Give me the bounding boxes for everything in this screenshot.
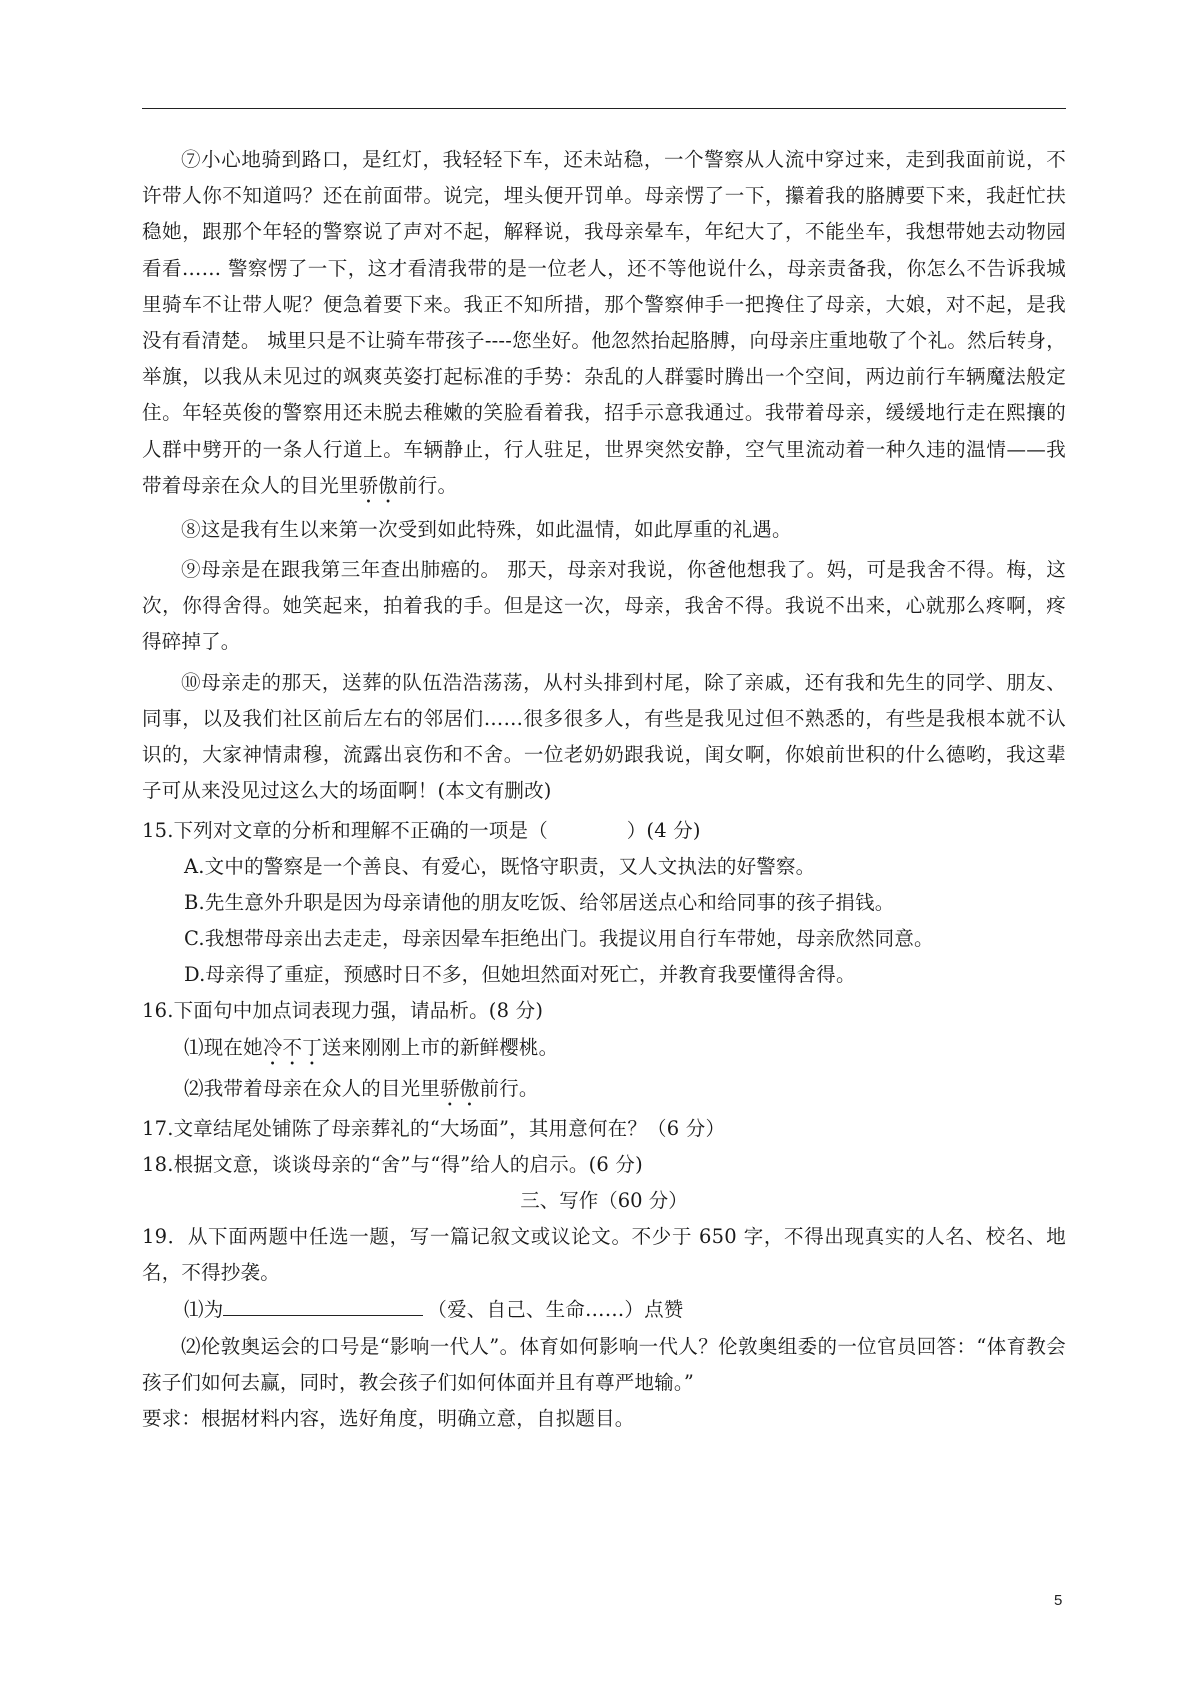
passage-paragraph-10: ⑩母亲走的那天，送葬的队伍浩浩荡荡，从村头排到村尾，除了亲戚，还有我和先生的同学、朋友、同事，以及我们社区前后左右的邻居们……很多很多人，有些是我见过但不熟悉的，有些是我根本就不认识的，大家神情肃穆，流露出哀伤和不舍。一位老奶奶跟我说，闺女啊，你娘前世积的什么德哟，我这辈子可从来没见过这么大的场面啊！(本文有删改) bbox=[142, 670, 1066, 803]
emphasized-word: 骄傲 bbox=[440, 1077, 480, 1101]
writing-option-2: ⑵伦敦奥运会的口号是“影响一代人”。体育如何影响一代人？伦敦奥组委的一位官员回答：“体育教会孩子们如何去赢，同时，教会孩子们如何体面并且有尊严地输。” bbox=[142, 1335, 1066, 1395]
emphasized-word: 骄傲 bbox=[358, 473, 399, 497]
page-content bbox=[142, 142, 1066, 1437]
question-15: 15.下列对文章的分析和理解不正确的一项是（ ）(4 分) bbox=[142, 819, 701, 843]
passage-paragraph-7: ⑦小心地骑到路口，是红灯，我轻轻下车，还未站稳，一个警察从人流中穿过来，走到我面前说，不许带人你不知道吗？还在前面带。说完，埋头便开罚单。母亲愣了一下，攥着我的胳膊要下来，我赶忙扶稳她，跟那个年轻的警察说了声对不起，解释说，我母亲晕车，年纪大了，不能坐车，我想带她去动物园看看…… 警察愣了一下，这才看清我带的是一位老人，还不等他说什么，母亲责备我，你怎么不告诉我城里骑车不让带人呢？便急着要下来。我正不知所措，那个警察伸手一把搀住了母亲，大娘，对不起，是我没有看清楚。 城里只是不让骑车带孩子----您坐好。他忽然抬起胳膊，向母亲庄重地敬了个礼。然后转身，举旗，以我从未见过的飒爽英姿打起标准的手势：杂乱的人群霎时腾出一个空间，两边前行车辆魔法般定住。年轻英俊的警察用还未脱去稚嫩的笑脸看着我，招手示意我通过。我带着母亲，缓缓地行走在熙攘的人群中劈开的一条人行道上。车辆静止，行人驻足，世界突然安静，空气里流动着一种久违的温情——我带着母亲在众人的目光里骄傲前行。 bbox=[142, 148, 1066, 497]
question-15-option-d: D.母亲得了重症，预感时日不多，但她坦然面对死亡，并教育我要懂得舍得。 bbox=[184, 963, 856, 987]
header-rule bbox=[142, 108, 1066, 109]
question-16-sentence-1: ⑴现在她冷不丁送来刚刚上市的新鲜樱桃。 bbox=[184, 1036, 559, 1060]
question-15-option-b: B.先生意外升职是因为母亲请他的朋友吃饭、给邻居送点心和给同事的孩子捐钱。 bbox=[184, 891, 895, 915]
question-18: 18.根据文意，谈谈母亲的“舍”与“得”给人的启示。(6 分) bbox=[142, 1153, 643, 1177]
fill-in-blank bbox=[223, 1293, 423, 1316]
writing-section-title: 三、写作（60 分） bbox=[520, 1189, 688, 1213]
question-16-sentence-2: ⑵我带着母亲在众人的目光里骄傲前行。 bbox=[184, 1077, 539, 1101]
question-15-option-c: C.我想带母亲出去走走，母亲因晕车拒绝出门。我提议用自行车带她，母亲欣然同意。 bbox=[184, 927, 934, 951]
passage-paragraph-8: ⑧这是我有生以来第一次受到如此特殊，如此温情，如此厚重的礼遇。 bbox=[181, 517, 792, 541]
writing-option-1: ⑴为 （爱、自己、生命……）点赞 bbox=[142, 1291, 1066, 1329]
emphasized-word: 冷不丁 bbox=[262, 1036, 322, 1060]
question-19: 19．从下面两题中任选一题，写一篇记叙文或议论文。不少于 650 字，不得出现真实的人名、校名、地名，不得抄袭。 bbox=[142, 1225, 1066, 1285]
question-15-option-a: A.文中的警察是一个善良、有爱心，既恪守职责，又人文执法的好警察。 bbox=[184, 855, 816, 879]
page-number: 5 bbox=[1054, 1592, 1063, 1609]
passage-paragraph-9: ⑨母亲是在跟我第三年查出肺癌的。 那天，母亲对我说，你爸他想我了。妈，可是我舍不得。梅，这次，你得舍得。她笑起来，拍着我的手。但是这一次，母亲，我舍不得。我说不出来，心就那么疼啊，疼得碎掉了。 bbox=[142, 558, 1066, 654]
writing-requirement: 要求：根据材料内容，选好角度，明确立意，自拟题目。 bbox=[142, 1407, 635, 1431]
question-17: 17.文章结尾处铺陈了母亲葬礼的“大场面”，其用意何在？（6 分） bbox=[142, 1117, 726, 1141]
question-16: 16.下面句中加点词表现力强，请品析。(8 分) bbox=[142, 999, 544, 1023]
